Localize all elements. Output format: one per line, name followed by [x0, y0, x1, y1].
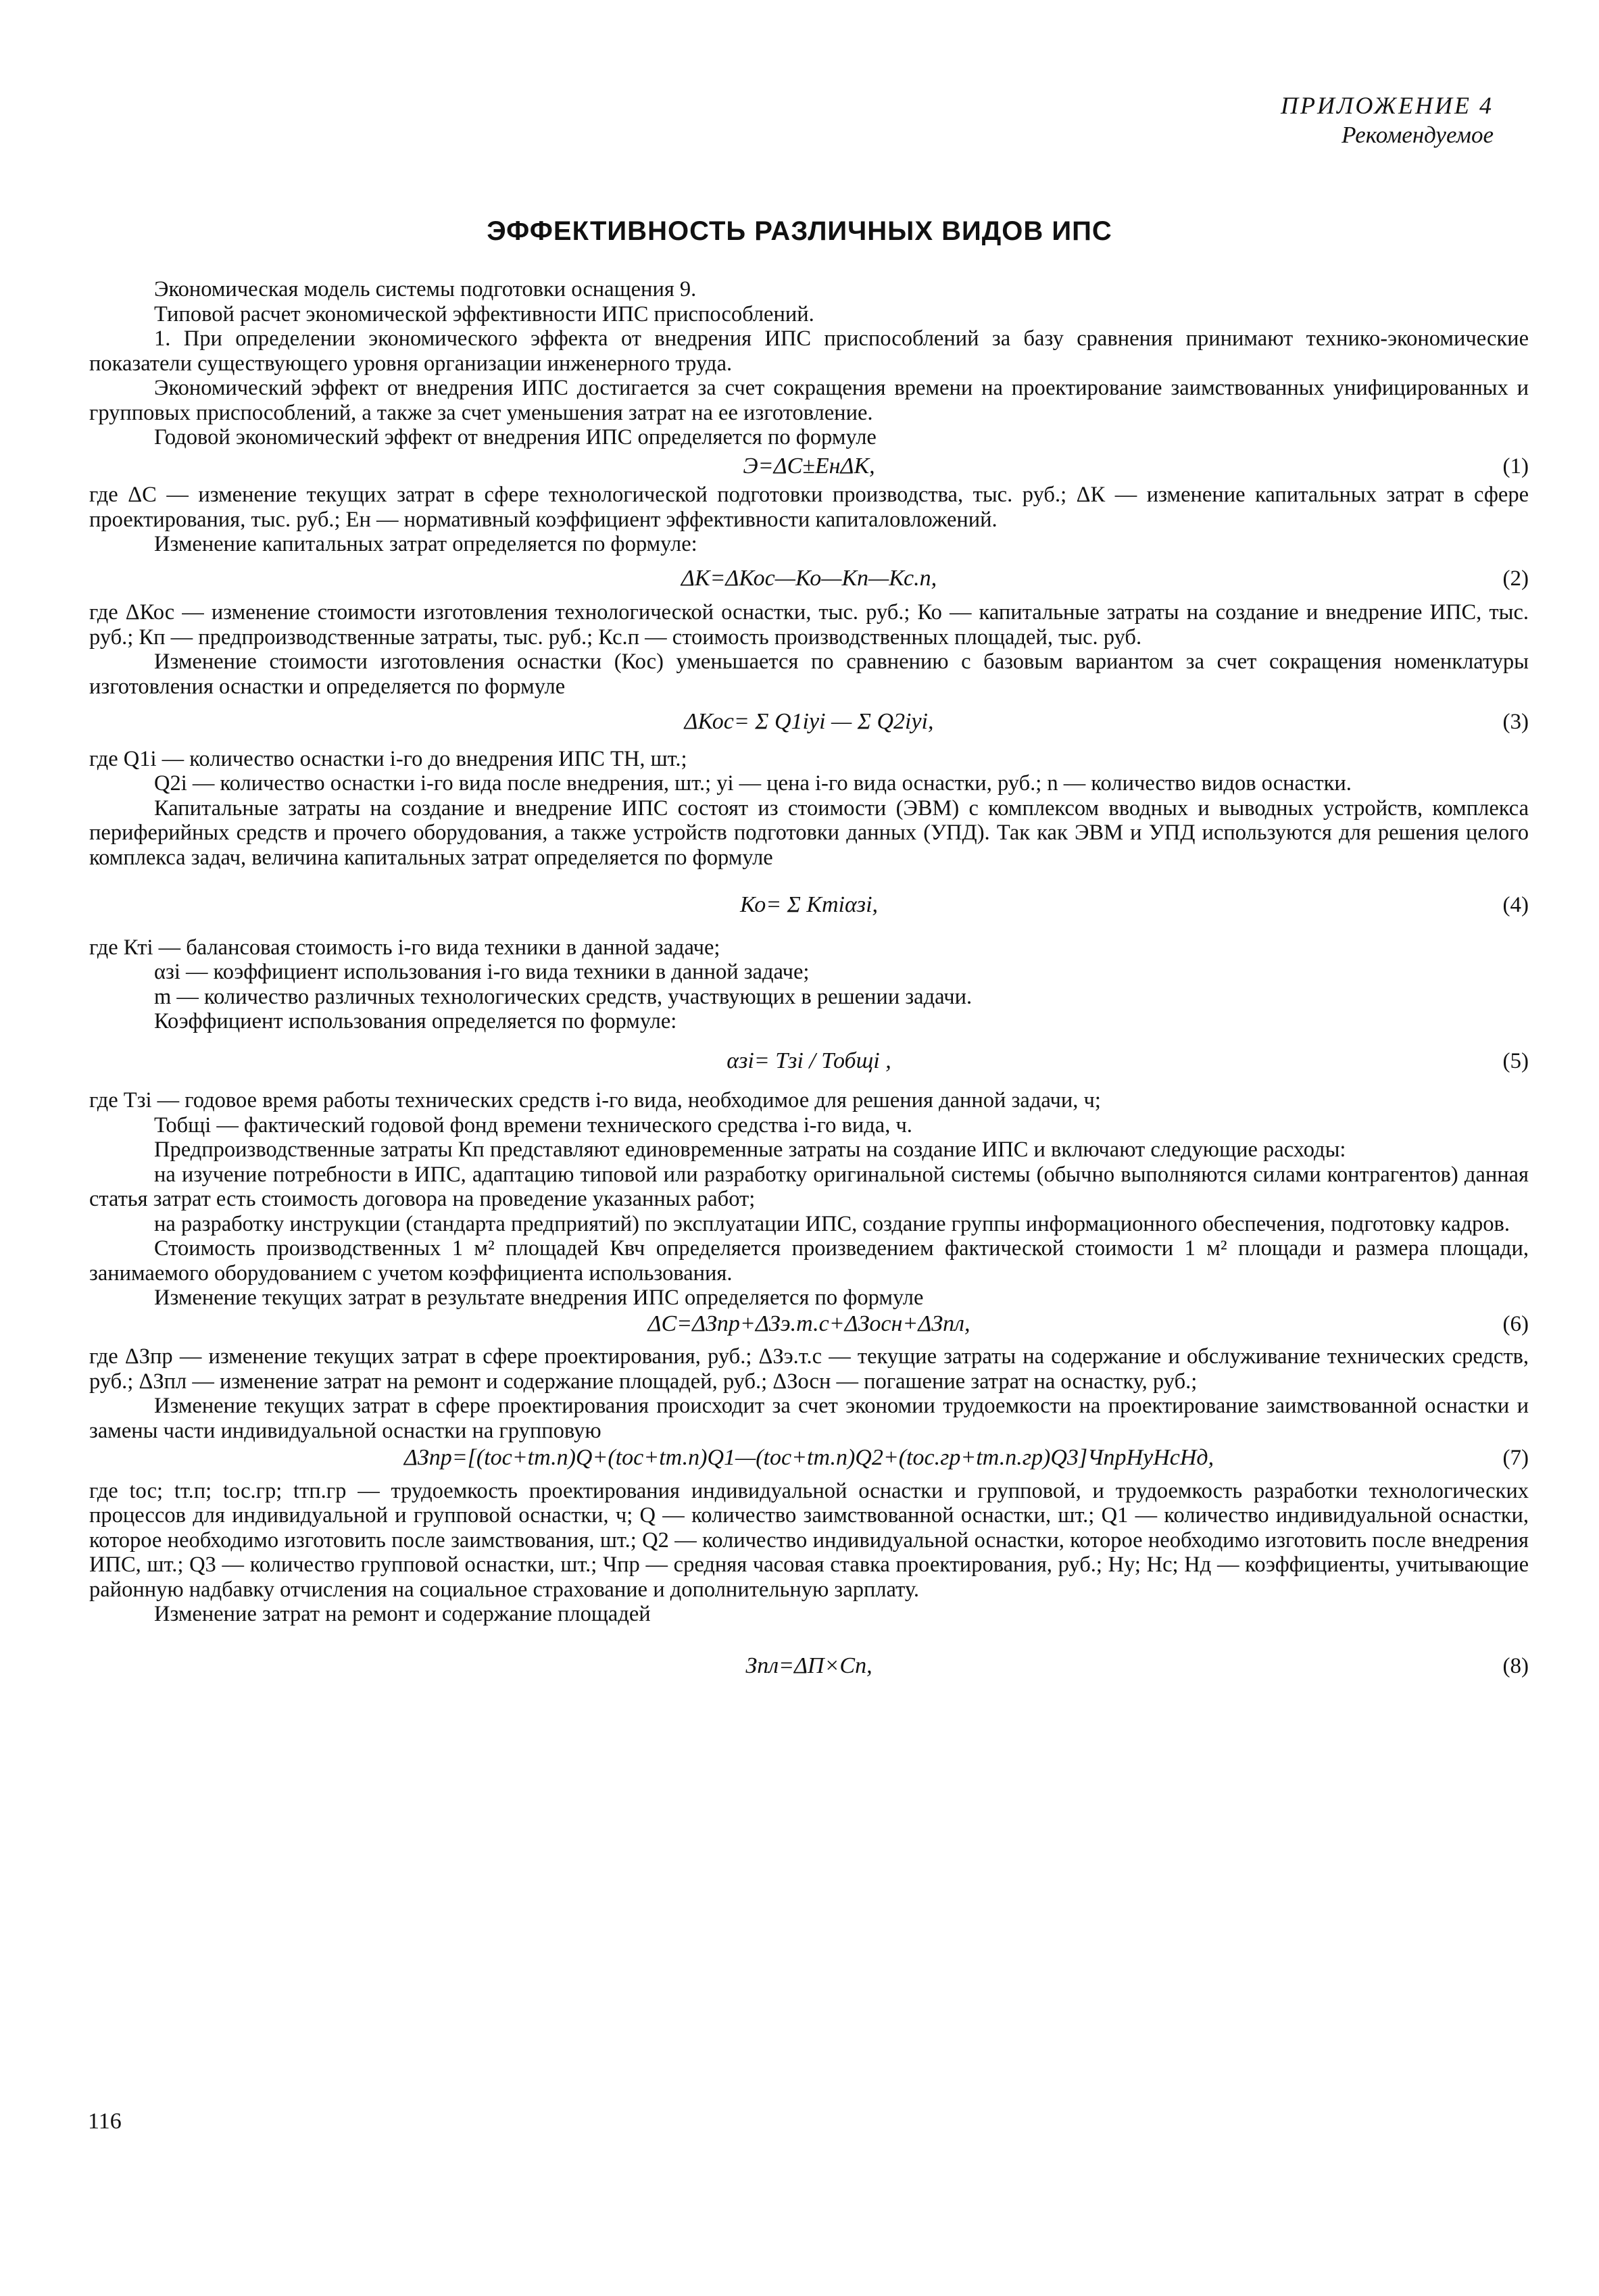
formula-text: Э=ΔС±ЕнΔК, — [743, 453, 875, 479]
paragraph: где ΔЗпр — изменение текущих затрат в сфере проектирования, руб.; ΔЗэ.т.с — текущие затраты на содержание и обслуживание технических средств, руб.; ΔЗпл — изменение затрат на ремонт и содержание площадей, руб.; ΔЗосн — погашение затрат на оснастку, руб.; — [89, 1344, 1529, 1394]
paragraph: Изменение текущих затрат в результате внедрения ИПС определяется по формуле — [154, 1286, 924, 1310]
paragraph: Изменение текущих затрат в сфере проектирования происходит за счет экономии трудоемкости на проектирование заимствованной оснастки и замены части индивидуальной оснастки на групповую — [89, 1394, 1529, 1443]
page-title: ЭФФЕКТИВНОСТЬ РАЗЛИЧНЫХ ВИДОВ ИПС — [487, 216, 1112, 246]
paragraph: m — количество различных технологических средств, участвующих в решении задачи. — [154, 984, 973, 1009]
paragraph: Капитальные затраты на создание и внедрение ИПС состоят из стоимости (ЭВМ) с комплексом вводных и выводных устройств, комплекса периферийных средств и прочего оборудования, а также устройств подготовки данных (УПД). Так как ЭВМ и УПД используются для решения целого комплекса задач, величина капитальных затрат определяется по формуле — [89, 796, 1529, 870]
paragraph: на разработку инструкции (стандарта предприятий) по эксплуатации ИПС, создание группы информационного обеспечения, подготовку кадров. — [154, 1211, 1510, 1236]
paragraph: Изменение капитальных затрат определяется по формуле: — [154, 532, 697, 556]
formula-number: (7) — [1502, 1446, 1529, 1470]
paragraph: где ΔКос — изменение стоимости изготовления технологической оснастки, тыс. руб.; Ко — капитальные затраты на создание и внедрение ИПС, тыс. руб.; Кп — предпроизводственные затраты, тыс. руб.; Кс.п — стоимость производственных площадей, тыс. руб. — [89, 600, 1529, 650]
formula-text: ΔКос= Σ Q1iyi — Σ Q2iyi, — [684, 709, 934, 734]
paragraph: Годовой экономический эффект от внедрения ИПС определяется по формуле — [154, 425, 877, 449]
formula — [89, 1654, 1529, 1679]
appendix-label: ПРИЛОЖЕНИЕ 4 — [1281, 92, 1494, 119]
paragraph: где Ктi — балансовая стоимость i-го вида техники в данной задаче; — [89, 935, 720, 960]
document-body — [89, 277, 1529, 1678]
paragraph: αзi — коэффициент использования i-го вида техники в данной задаче; — [154, 960, 810, 984]
formula — [89, 1312, 1529, 1337]
formula — [89, 710, 1529, 735]
formula — [89, 1446, 1529, 1471]
formula-text: ΔК=ΔКос—Ко—Кп—Кс.п, — [681, 565, 937, 591]
paragraph: Тобщi — фактический годовой фонд времени технического средства i-го вида, ч. — [154, 1113, 912, 1138]
formula-number: (6) — [1502, 1311, 1529, 1336]
page-number: 116 — [88, 2109, 122, 2134]
paragraph: Предпроизводственные затраты Кп представляют единовременные затраты на создание ИПС и включают следующие расходы: — [154, 1138, 1346, 1162]
paragraph: Изменение стоимости изготовления оснастки (Кос) уменьшается по сравнению с базовым вариантом за счет сокращения номенклатуры изготовления оснастки и определяется по формуле — [89, 650, 1529, 699]
paragraph: Q2i — количество оснастки i-го вида после внедрения, шт.; yi — цена i-го вида оснастки, руб.; n — количество видов оснастки. — [154, 771, 1352, 796]
formula-text: ΔЗпр=[(tос+tт.п)Q+(tос+tт.п)Q1—(tос+tт.п)Q2+(tос.гр+tт.п.гр)Q3]ЧпрНуНсНд, — [403, 1445, 1214, 1470]
formula — [89, 566, 1529, 591]
formula-number: (4) — [1502, 893, 1529, 917]
paragraph: где tос; tт.п; tос.гр; tтп.гр — трудоемкость проектирования индивидуальной оснастки и групповой, и трудоемкость разработки технологических процессов для индивидуальной и групповой оснастки, ч; Q — количество заимствованной оснастки, шт.; Q1 — количество индивидуальной оснастки, которое необходимо изготовить после заимствования, шт.; Q2 — количество индивидуальной оснастки, которое необходимо изготовить после внедрения ИПС, шт.; Q3 — количество групповой оснастки, шт.; Чпр — средняя часовая ставка проектирования, руб.; Ну; Нс; Нд — коэффициенты, учитывающие районную надбавку отчисления на социальное страхование и дополнительную зарплату. — [89, 1478, 1529, 1602]
formula-text: ΔС=ΔЗпр+ΔЗэ.т.с+ΔЗосн+ΔЗпл, — [647, 1311, 970, 1336]
paragraph: 1. При определении экономического эффекта от внедрения ИПС приспособлений за базу сравнения принимают технико-экономические показатели существующего уровня организации инженерного труда. — [89, 326, 1529, 376]
formula-number: (1) — [1502, 454, 1529, 479]
paragraph: на изучение потребности в ИПС, адаптацию типовой или разработку оригинальной системы (обычно выполняются силами контрагентов) данная статья затрат есть стоимость договора на проведение указанных работ; — [89, 1162, 1529, 1211]
formula-number: (3) — [1502, 710, 1529, 734]
paragraph: Типовой расчет экономической эффективности ИПС приспособлений. — [154, 301, 814, 326]
formula — [89, 1049, 1529, 1074]
recommended-label: Рекомендуемое — [1342, 122, 1494, 148]
formula-text: αзi= Тзi / Тобщi , — [727, 1048, 891, 1073]
formula-number: (8) — [1502, 1653, 1529, 1678]
paragraph: Экономическая модель системы подготовки оснащения 9. — [154, 277, 697, 301]
paragraph: где Тзi — годовое время работы технических средств i-го вида, необходимое для решения данной задачи, ч; — [89, 1088, 1101, 1113]
paragraph: Изменение затрат на ремонт и содержание площадей — [154, 1602, 651, 1626]
formula-number: (5) — [1502, 1048, 1529, 1073]
paragraph: Стоимость производственных 1 м² площадей Квч определяется произведением фактической стоимости 1 м² площади и размера площади, занимаемого оборудованием с учетом коэффициента использования. — [89, 1236, 1529, 1286]
formula-text: Зпл=ΔП×Сп, — [745, 1653, 872, 1678]
formula — [89, 454, 1529, 479]
paragraph: Коэффициент использования определяется по формуле: — [154, 1009, 677, 1033]
paragraph: где Q1i — количество оснастки i-го до внедрения ИПС ТН, шт.; — [89, 746, 687, 771]
formula-number: (2) — [1502, 566, 1529, 591]
paragraph: где ΔС — изменение текущих затрат в сфере технологической подготовки производства, тыс. руб.; ΔК — изменение капитальных затрат в сфере проектирования, тыс. руб.; Ен — нормативный коэффициент эффективности капиталовложений. — [89, 483, 1529, 532]
formula — [89, 893, 1529, 918]
formula-text: Ко= Σ Ктiαзi, — [739, 892, 879, 917]
paragraph: Экономический эффект от внедрения ИПС достигается за счет сокращения времени на проектирование заимствованных унифицированных и групповых приспособлений, а также за счет уменьшения затрат на ее изготовление. — [89, 376, 1529, 425]
